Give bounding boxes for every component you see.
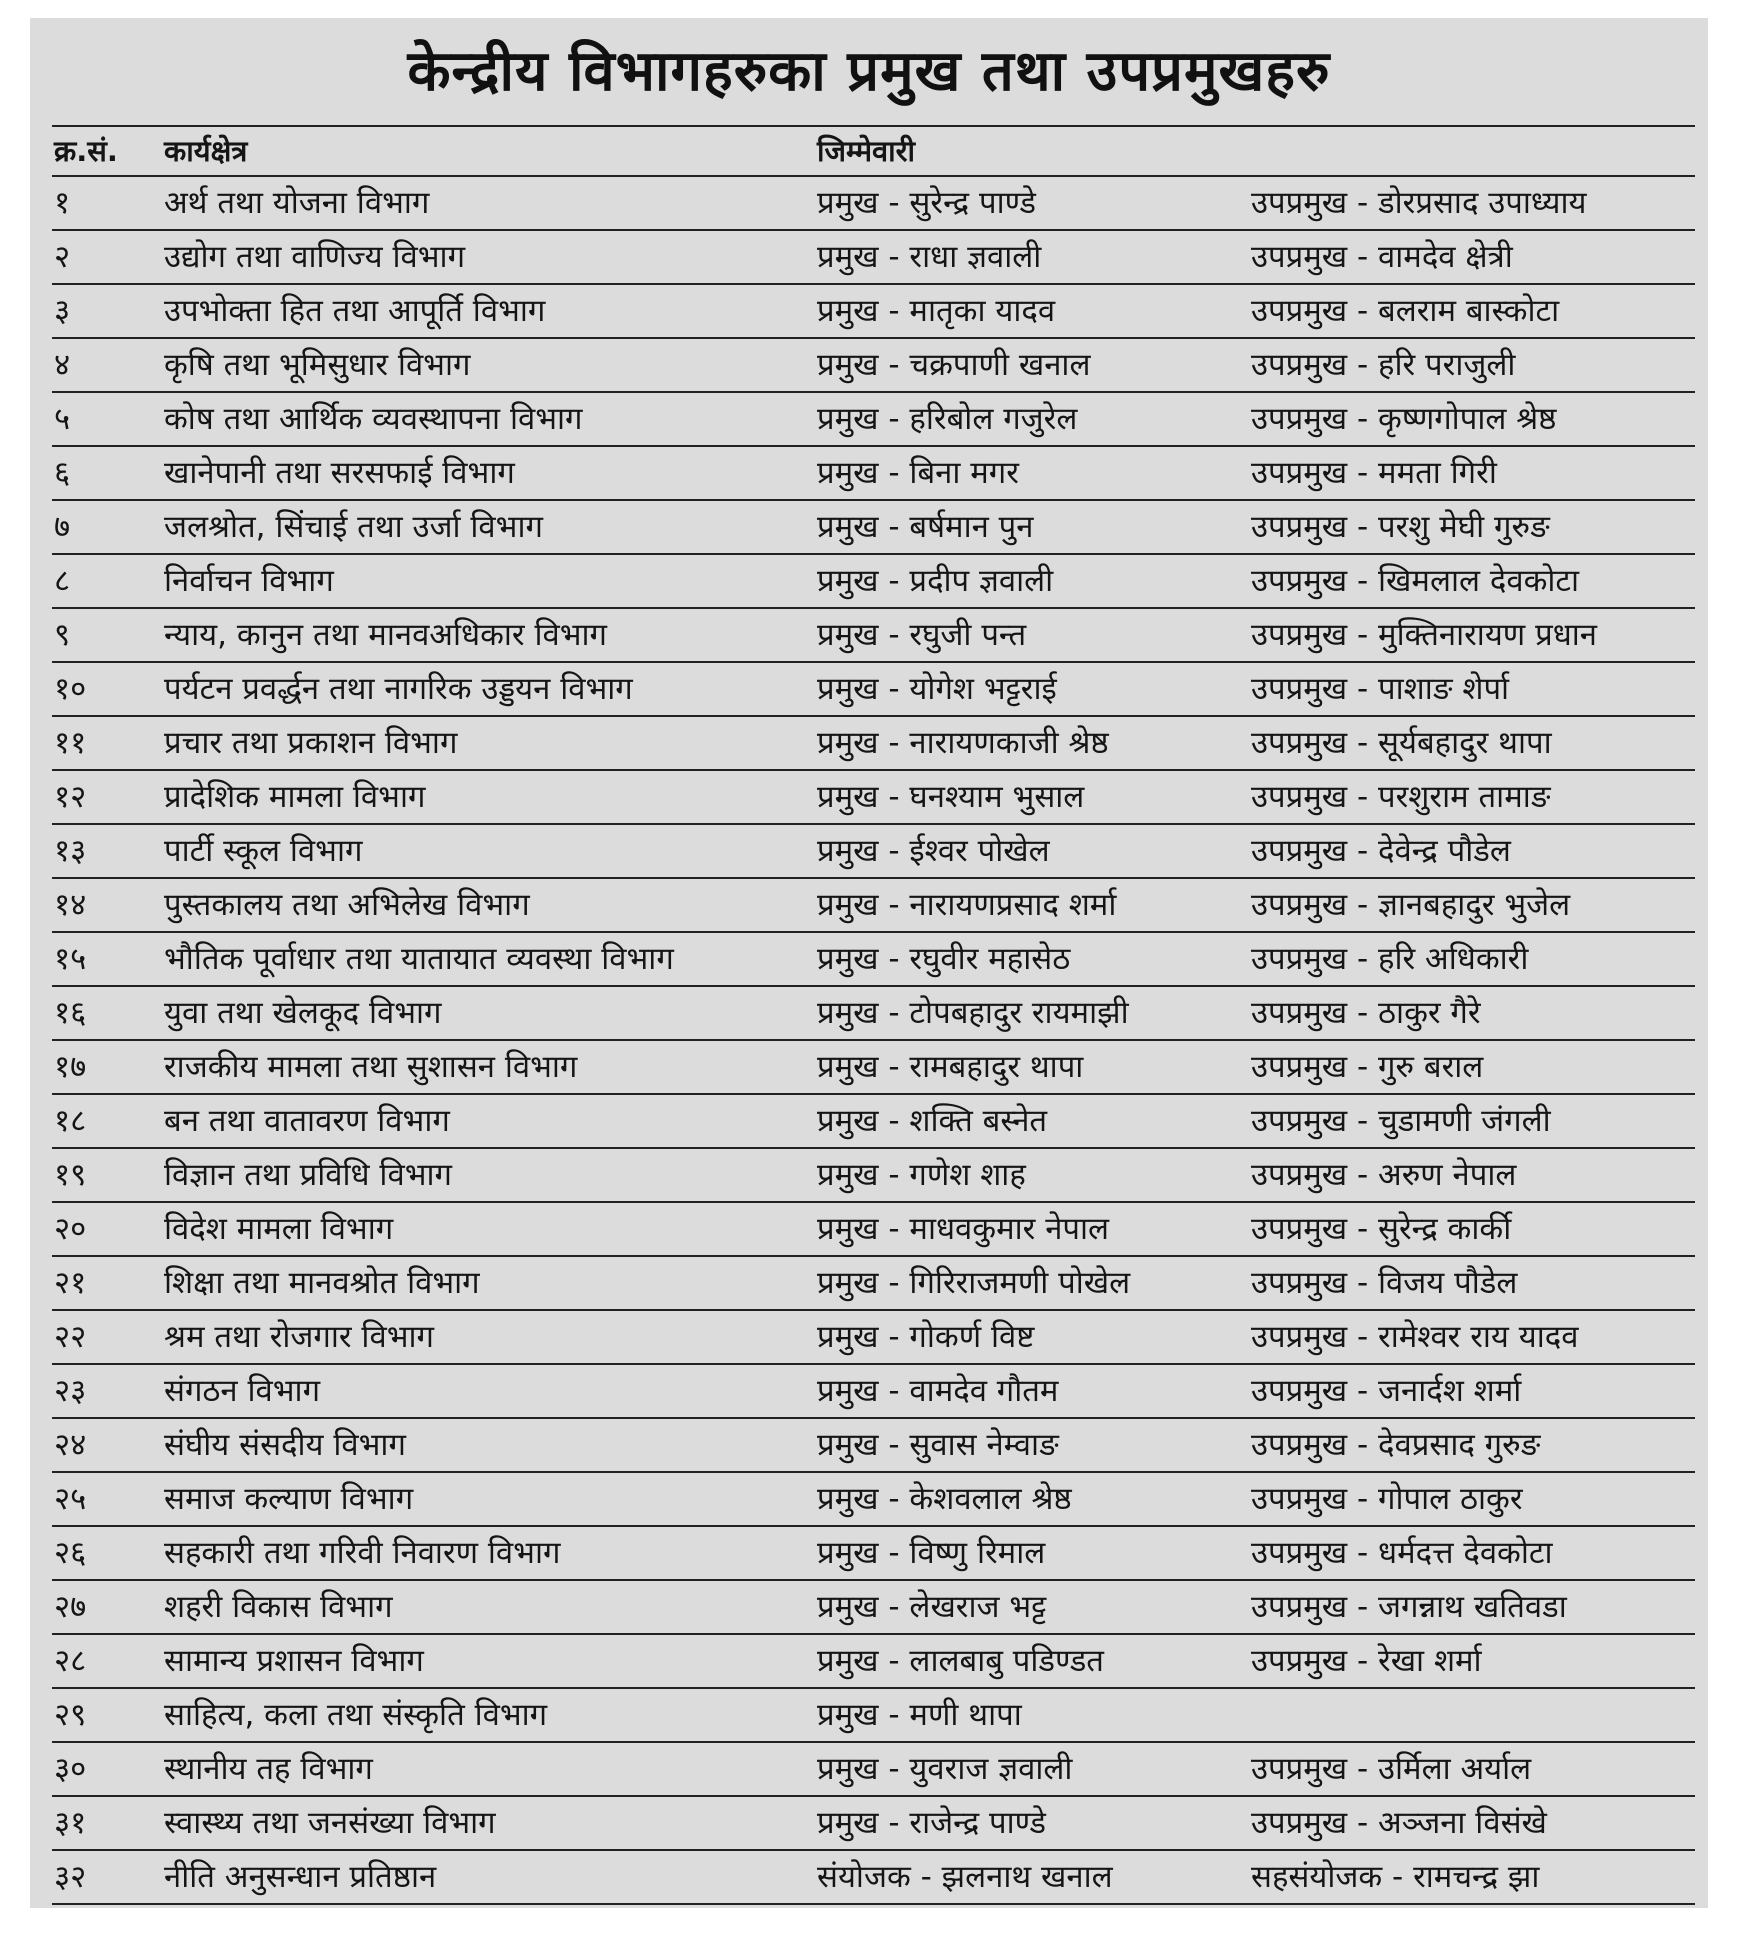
row-deputy: उपप्रमुख - देवप्रसाद गुरुङ bbox=[1251, 1427, 1541, 1463]
row-deputy: उपप्रमुख - मुक्तिनारायण प्रधान bbox=[1251, 617, 1598, 653]
row-serial-number: १३ bbox=[54, 833, 87, 869]
row-serial-number: १९ bbox=[54, 1157, 87, 1193]
row-head: प्रमुख - घनश्याम भुसाल bbox=[817, 779, 1085, 815]
row-head: प्रमुख - गोकर्ण विष्ट bbox=[817, 1319, 1035, 1355]
row-head: प्रमुख - केशवलाल श्रेष्ठ bbox=[817, 1481, 1072, 1517]
row-head: प्रमुख - रामबहादुर थापा bbox=[817, 1049, 1084, 1085]
row-deputy: उपप्रमुख - चुडामणी जंगली bbox=[1251, 1103, 1551, 1139]
row-department: संगठन विभाग bbox=[164, 1373, 321, 1409]
row-department: स्वास्थ्य तथा जनसंख्या विभाग bbox=[164, 1805, 496, 1841]
row-deputy: उपप्रमुख - रेखा शर्मा bbox=[1251, 1643, 1482, 1679]
row-department: प्रादेशिक मामला विभाग bbox=[164, 779, 426, 815]
table-row bbox=[52, 717, 1695, 771]
table-row bbox=[52, 1095, 1695, 1149]
table-row bbox=[52, 933, 1695, 987]
row-deputy: उपप्रमुख - गोपाल ठाकुर bbox=[1251, 1481, 1523, 1517]
row-head: प्रमुख - वामदेव गौतम bbox=[817, 1373, 1059, 1409]
table-row bbox=[52, 285, 1695, 339]
row-deputy: उपप्रमुख - बलराम बास्कोटा bbox=[1251, 293, 1560, 329]
table-row bbox=[52, 1419, 1695, 1473]
row-head: प्रमुख - लालबाबु पडिण्डत bbox=[817, 1643, 1104, 1679]
row-department: संघीय संसदीय विभाग bbox=[164, 1427, 406, 1463]
row-serial-number: ८ bbox=[54, 563, 71, 599]
row-serial-number: ३२ bbox=[54, 1859, 87, 1895]
row-serial-number: २९ bbox=[54, 1697, 87, 1733]
row-serial-number: ३ bbox=[54, 293, 71, 329]
document-panel bbox=[30, 18, 1708, 1908]
header-responsibility: जिम्मेवारी bbox=[817, 134, 916, 168]
table-row bbox=[52, 1203, 1695, 1257]
row-serial-number: २६ bbox=[54, 1535, 87, 1571]
row-department: शिक्षा तथा मानवश्रोत विभाग bbox=[164, 1265, 480, 1301]
row-serial-number: २० bbox=[54, 1211, 87, 1247]
row-deputy: उपप्रमुख - सुरेन्द्र कार्की bbox=[1251, 1211, 1512, 1247]
row-head: प्रमुख - रघुजी पन्त bbox=[817, 617, 1027, 653]
row-deputy: उपप्रमुख - पाशाङ शेर्पा bbox=[1251, 671, 1510, 707]
row-head: प्रमुख - चक्रपाणी खनाल bbox=[817, 347, 1091, 383]
row-deputy: सहसंयोजक - रामचन्द्र झा bbox=[1251, 1859, 1540, 1895]
row-department: न्याय, कानुन तथा मानवअधिकार विभाग bbox=[164, 617, 607, 653]
row-head: प्रमुख - शक्ति बस्नेत bbox=[817, 1103, 1048, 1139]
row-deputy: उपप्रमुख - देवेन्द्र पौडेल bbox=[1251, 833, 1511, 869]
row-serial-number: २८ bbox=[54, 1643, 87, 1679]
row-deputy: उपप्रमुख - अञ्जना विसंखे bbox=[1251, 1805, 1547, 1841]
row-department: साहित्य, कला तथा संस्कृति विभाग bbox=[164, 1697, 548, 1733]
row-head: प्रमुख - लेखराज भट्ट bbox=[817, 1589, 1047, 1625]
row-department: श्रम तथा रोजगार विभाग bbox=[164, 1319, 434, 1355]
table-row bbox=[52, 447, 1695, 501]
row-department: शहरी विकास विभाग bbox=[164, 1589, 393, 1625]
table-row bbox=[52, 771, 1695, 825]
row-department: राजकीय मामला तथा सुशासन विभाग bbox=[164, 1049, 578, 1085]
row-department: विदेश मामला विभाग bbox=[164, 1211, 394, 1247]
table-row bbox=[52, 231, 1695, 285]
row-serial-number: २१ bbox=[54, 1265, 87, 1301]
table-row bbox=[52, 987, 1695, 1041]
row-head: प्रमुख - सुवास नेम्वाङ bbox=[817, 1427, 1059, 1463]
row-serial-number: १ bbox=[54, 185, 71, 221]
row-head: प्रमुख - गणेश शाह bbox=[817, 1157, 1026, 1193]
row-deputy: उपप्रमुख - सूर्यबहादुर थापा bbox=[1251, 725, 1552, 761]
row-serial-number: १५ bbox=[54, 941, 87, 977]
row-deputy: उपप्रमुख - जनार्दश शर्मा bbox=[1251, 1373, 1522, 1409]
row-deputy: उपप्रमुख - कृष्णगोपाल श्रेष्ठ bbox=[1251, 401, 1557, 437]
row-deputy: उपप्रमुख - ममता गिरी bbox=[1251, 455, 1497, 491]
row-serial-number: २ bbox=[54, 239, 71, 275]
row-serial-number: ३१ bbox=[54, 1805, 87, 1841]
table-row bbox=[52, 879, 1695, 933]
row-serial-number: १२ bbox=[54, 779, 87, 815]
row-department: पार्टी स्कूल विभाग bbox=[164, 833, 363, 869]
table-row bbox=[52, 1041, 1695, 1095]
row-deputy: उपप्रमुख - हरि पराजुली bbox=[1251, 347, 1516, 383]
row-department: युवा तथा खेलकूद विभाग bbox=[164, 995, 442, 1031]
row-head: प्रमुख - माधवकुमार नेपाल bbox=[817, 1211, 1110, 1247]
row-head: प्रमुख - गिरिराजमणी पोखेल bbox=[817, 1265, 1131, 1301]
row-serial-number: ७ bbox=[54, 509, 71, 545]
row-department: भौतिक पूर्वाधार तथा यातायात व्यवस्था विभाग bbox=[164, 941, 674, 977]
row-head: प्रमुख - योगेश भट्टराई bbox=[817, 671, 1057, 707]
row-head: प्रमुख - हरिबोल गजुरेल bbox=[817, 401, 1078, 437]
table-row bbox=[52, 1743, 1695, 1797]
row-department: कोष तथा आर्थिक व्यवस्थापना विभाग bbox=[164, 401, 583, 437]
row-head: प्रमुख - नारायणप्रसाद शर्मा bbox=[817, 887, 1117, 923]
row-deputy: उपप्रमुख - डोरप्रसाद उपाध्याय bbox=[1251, 185, 1587, 221]
row-deputy: उपप्रमुख - वामदेव क्षेत्री bbox=[1251, 239, 1513, 275]
row-department: निर्वाचन विभाग bbox=[164, 563, 334, 599]
row-department: पुस्तकालय तथा अभिलेख विभाग bbox=[164, 887, 530, 923]
table-row bbox=[52, 1581, 1695, 1635]
row-serial-number: ४ bbox=[54, 347, 71, 383]
row-serial-number: ५ bbox=[54, 401, 71, 437]
table-row bbox=[52, 1257, 1695, 1311]
row-head: प्रमुख - मातृका यादव bbox=[817, 293, 1056, 329]
row-serial-number: १८ bbox=[54, 1103, 87, 1139]
row-deputy: उपप्रमुख - विजय पौडेल bbox=[1251, 1265, 1518, 1301]
table-row bbox=[52, 177, 1695, 231]
row-head: प्रमुख - रघुवीर महासेठ bbox=[817, 941, 1071, 977]
table-row bbox=[52, 663, 1695, 717]
row-serial-number: १० bbox=[54, 671, 87, 707]
table-row bbox=[52, 1635, 1695, 1689]
row-serial-number: १४ bbox=[54, 887, 87, 923]
table-row bbox=[52, 1527, 1695, 1581]
row-deputy: उपप्रमुख - जगन्नाथ खतिवडा bbox=[1251, 1589, 1567, 1625]
table-row bbox=[52, 339, 1695, 393]
row-deputy: उपप्रमुख - उर्मिला अर्याल bbox=[1251, 1751, 1532, 1787]
row-head: प्रमुख - नारायणकाजी श्रेष्ठ bbox=[817, 725, 1109, 761]
row-head: प्रमुख - सुरेन्द्र पाण्डे bbox=[817, 185, 1036, 221]
row-department: प्रचार तथा प्रकाशन विभाग bbox=[164, 725, 458, 761]
table-row bbox=[52, 501, 1695, 555]
page-title: केन्द्रीय विभागहरुका प्रमुख तथा उपप्रमुखहरु bbox=[407, 39, 1331, 104]
table-row bbox=[52, 393, 1695, 447]
table-header bbox=[52, 127, 1695, 177]
row-deputy: उपप्रमुख - अरुण नेपाल bbox=[1251, 1157, 1517, 1193]
row-deputy: उपप्रमुख - ठाकुर गैरे bbox=[1251, 995, 1481, 1031]
table-row bbox=[52, 1689, 1695, 1743]
row-department: खानेपानी तथा सरसफाई विभाग bbox=[164, 455, 515, 491]
row-department: जलश्रोत, सिंचाई तथा उर्जा विभाग bbox=[164, 509, 543, 545]
table-row bbox=[52, 1149, 1695, 1203]
row-deputy: उपप्रमुख - परशु मेघी गुरुङ bbox=[1251, 509, 1550, 545]
table-row bbox=[52, 1851, 1695, 1905]
table-row bbox=[52, 825, 1695, 879]
row-deputy: उपप्रमुख - परशुराम तामाङ bbox=[1251, 779, 1551, 815]
row-department: सामान्य प्रशासन विभाग bbox=[164, 1643, 424, 1679]
row-head: प्रमुख - ईश्वर पोखेल bbox=[817, 833, 1050, 869]
row-serial-number: ९ bbox=[54, 617, 71, 653]
row-department: पर्यटन प्रवर्द्धन तथा नागरिक उड्डयन विभाग bbox=[164, 671, 633, 707]
table-row bbox=[52, 555, 1695, 609]
table-row bbox=[52, 1797, 1695, 1851]
row-department: समाज कल्याण विभाग bbox=[164, 1481, 414, 1517]
row-department: अर्थ तथा योजना विभाग bbox=[164, 185, 430, 221]
row-serial-number: २२ bbox=[54, 1319, 87, 1355]
row-head: प्रमुख - राजेन्द्र पाण्डे bbox=[817, 1805, 1046, 1841]
row-deputy: उपप्रमुख - गुरु बराल bbox=[1251, 1049, 1484, 1085]
header-department: कार्यक्षेत्र bbox=[164, 134, 248, 168]
row-department: सहकारी तथा गरिवी निवारण विभाग bbox=[164, 1535, 561, 1571]
row-head: प्रमुख - बर्षमान पुन bbox=[817, 509, 1034, 545]
row-head: संयोजक - झलनाथ खनाल bbox=[817, 1859, 1113, 1895]
row-department: बन तथा वातावरण विभाग bbox=[164, 1103, 450, 1139]
row-serial-number: ३० bbox=[54, 1751, 87, 1787]
row-serial-number: २३ bbox=[54, 1373, 87, 1409]
table-row bbox=[52, 1473, 1695, 1527]
row-head: प्रमुख - टोपबहादुर रायमाझी bbox=[817, 995, 1129, 1031]
row-department: कृषि तथा भूमिसुधार विभाग bbox=[164, 347, 471, 383]
table-row bbox=[52, 1311, 1695, 1365]
row-department: विज्ञान तथा प्रविधि विभाग bbox=[164, 1157, 452, 1193]
departments-table bbox=[52, 125, 1695, 1905]
row-deputy: उपप्रमुख - हरि अधिकारी bbox=[1251, 941, 1529, 977]
row-serial-number: १७ bbox=[54, 1049, 87, 1085]
row-serial-number: २७ bbox=[54, 1589, 87, 1625]
row-department: स्थानीय तह विभाग bbox=[164, 1751, 373, 1787]
row-serial-number: ११ bbox=[54, 725, 87, 761]
row-deputy: उपप्रमुख - धर्मदत्त देवकोटा bbox=[1251, 1535, 1553, 1571]
header-serial-number: क्र.सं. bbox=[54, 134, 118, 168]
row-serial-number: २४ bbox=[54, 1427, 87, 1463]
table-row bbox=[52, 609, 1695, 663]
row-head: प्रमुख - युवराज ज्ञवाली bbox=[817, 1751, 1073, 1787]
row-department: उपभोक्ता हित तथा आपूर्ति विभाग bbox=[164, 293, 546, 329]
row-deputy: उपप्रमुख - खिमलाल देवकोटा bbox=[1251, 563, 1580, 599]
row-serial-number: ६ bbox=[54, 455, 71, 491]
row-head: प्रमुख - विष्णु रिमाल bbox=[817, 1535, 1046, 1571]
row-deputy: उपप्रमुख - ज्ञानबहादुर भुजेल bbox=[1251, 887, 1571, 923]
row-serial-number: २५ bbox=[54, 1481, 87, 1517]
row-head: प्रमुख - मणी थापा bbox=[817, 1697, 1022, 1733]
table-row bbox=[52, 1365, 1695, 1419]
row-deputy: उपप्रमुख - रामेश्वर राय यादव bbox=[1251, 1319, 1579, 1355]
row-serial-number: १६ bbox=[54, 995, 87, 1031]
row-head: प्रमुख - बिना मगर bbox=[817, 455, 1019, 491]
row-department: नीति अनुसन्धान प्रतिष्ठान bbox=[164, 1859, 437, 1895]
row-head: प्रमुख - राधा ज्ञवाली bbox=[817, 239, 1042, 275]
row-head: प्रमुख - प्रदीप ज्ञवाली bbox=[817, 563, 1054, 599]
row-department: उद्योग तथा वाणिज्य विभाग bbox=[164, 239, 466, 275]
